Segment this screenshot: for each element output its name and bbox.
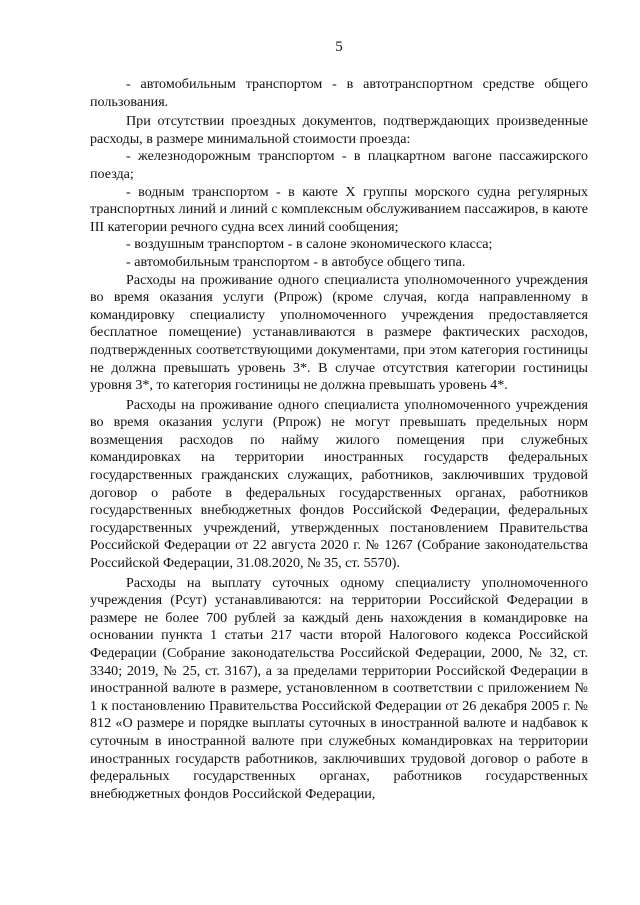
paragraph-per-diem: Расходы на выплату суточных одному специалисту уполномоченного учреждения (Рсут) устанавливаются: на территории Российской Федерации в размере не более 700 рублей за каждый день нахождения в командировке на основании пункта 1 статьи 217 части второй Налогового кодекса Российской Федерации (Собрание законодательства Российской Федерации, 2000, № 32, ст. 3340; 2019, № 25, ст. 3167), а за пределами территории Российской Федерации в иностранной валюте в размере, установленном в соответствии с приложением № 1 к постановлению Правительства Российской Федерации от 26 декабря 2005 г. № 812 «О размере и порядке выплаты суточных в иностранной валюте и надбавок к суточным в иностранной валюте при служебных командировках на территории иностранных государств работников, заключивших трудовой договор о работе в федеральных государственных органах, работников государственных внебюджетных фондов Российской Федерации, <box>90 574 588 802</box>
paragraph-lodging: Расходы на проживание одного специалиста уполномоченного учреждения во время оказания услуги (Рпрож) (кроме случая, когда направленному в командировку специалисту уполномоченного учреждения предоставляется бесплатное помещение) устанавливаются в размере фактических расходов, подтвержденных соответствующими документами, при этом категория гостиницы не должна превышать уровень 3*. В случае отсутствия категории гостиницы уровня 3*, то категория гостиницы не должна превышать уровень 4*. <box>90 271 588 394</box>
paragraph-rail: - железнодорожным транспортом - в плацкартном вагоне пассажирского поезда; <box>90 148 588 182</box>
paragraph-lodging-limits: Расходы на проживание одного специалиста уполномоченного учреждения во время оказания услуги (Рпрож) не могут превышать предельных норм возмещения расходов по найму жилого помещения при служебных командировках на территории иностранных государств федеральных государственных гражданских служащих, работников, заключивших трудовой договор о работе в федеральных государственных органах, работников государственных внебюджетных фондов Российской Федерации, федеральных государственных учреждений, утвержденных постановлением Правительства Российской Федерации от 22 августа 2020 г. № 1267 (Собрание законодательства Российской Федерации, 31.08.2020, № 35, ст. 5570). <box>90 396 588 572</box>
paragraph-water: - водным транспортом - в каюте X группы морского судна регулярных транспортных линий и линий с комплексным обслуживанием пассажиров, в каюте III категории речного судна всех линий сообщения; <box>90 183 588 235</box>
paragraph-bus: - автомобильным транспортом - в автобусе общего типа. <box>126 253 466 270</box>
paragraph-auto-public: - автомобильным транспортом - в автотранспортном средстве общего пользования. <box>90 76 588 110</box>
paragraph-no-documents: При отсутствии проездных документов, подтверждающих произведенные расходы, в размере минимальной стоимости проезда: <box>90 113 588 147</box>
paragraph-air: - воздушным транспортом - в салоне экономического класса; <box>126 236 493 253</box>
page-number: 5 <box>335 39 343 55</box>
